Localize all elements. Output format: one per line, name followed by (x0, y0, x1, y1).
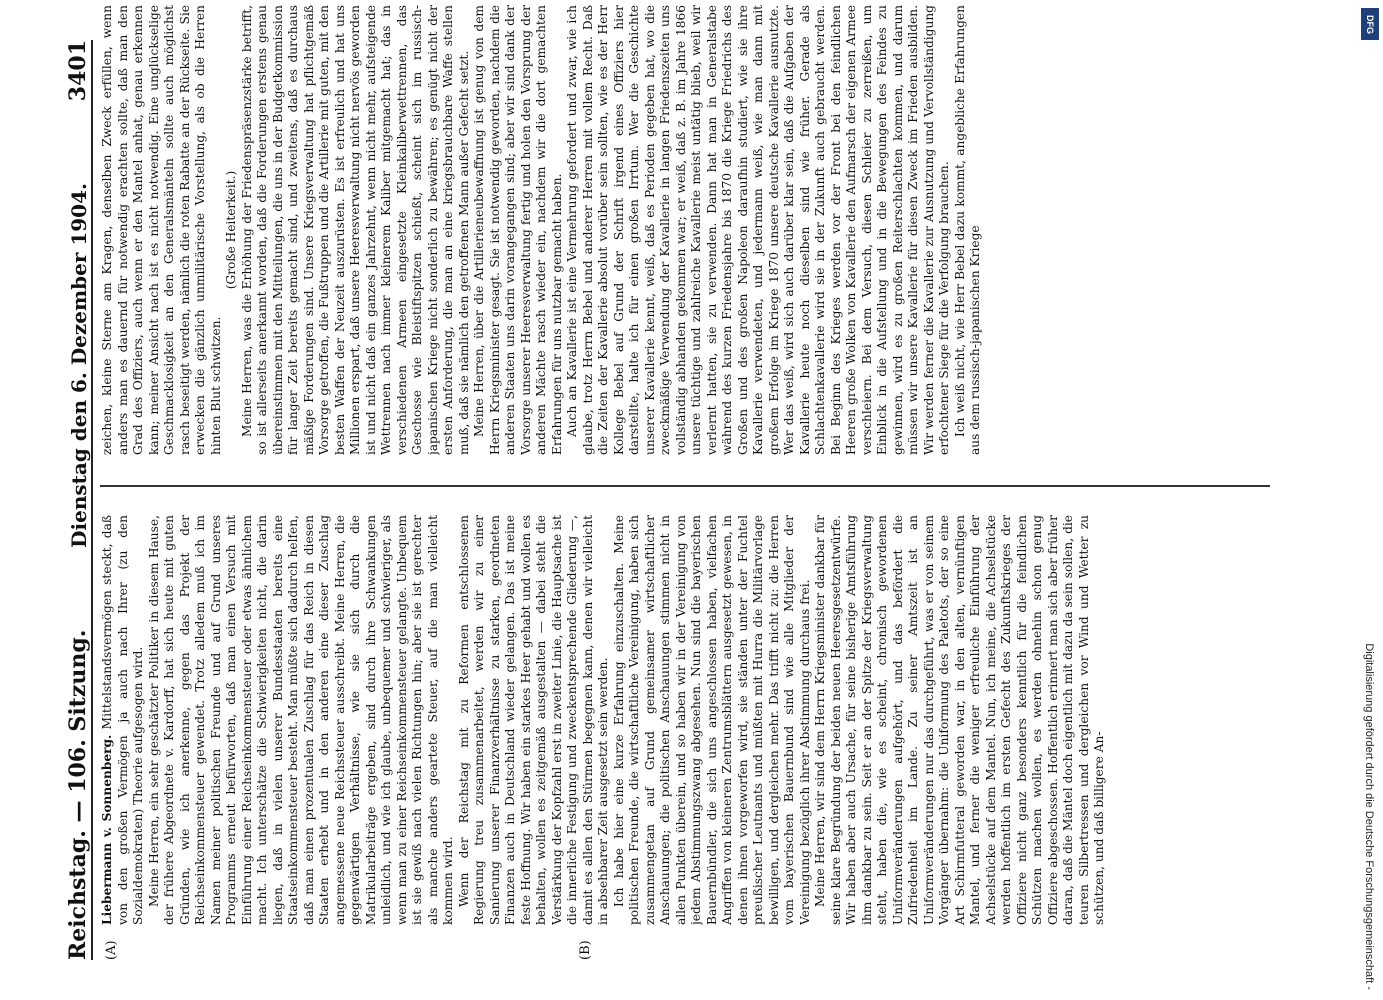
right-paragraph-5: Ich weiß nicht, wie Herr Bebel dazu kommt, angebliche Erfahrungen aus dem russisch-japanischen Kriege (952, 5, 982, 455)
page-header (55, 40, 93, 960)
left-paragraph-3: Ich habe hier eine kurze Erfahrung einzuschalten. Meine politischen Freunde, die wirtschaftliche Vereinigung, haben sich zusammengetan auf Grund gemeinsamer wirtschaftlicher Anschauungen; die politischen Anschauungen stimmen nicht in allen Punkten überein, und so haben wir in der Vereinigung von jedem Abstimmungszwang abgesehen. Nun sind die bayerischen Bauernbündler, die sich uns angeschlossen haben, vielfachen Angriffen von kleineren Zentrumsblättern ausgesetzt gewesen, in denen ihnen vorgeworfen wird, sie ständen unter der Fuchtel preußischer Leutnants und müßten mit Hurra die Militärvorlage bewilligen, und dergleichen mehr. Das trifft nicht zu: die Herren vom bayerischen Bauernbund sind wie alle Mitglieder der Vereinigung bezüglich ihrer Abstimmung durchaus frei. (611, 515, 812, 925)
header-left: Reichstag. — 106. Sitzung. (65, 629, 91, 960)
right-paragraph-2: Meine Herren, was die Erhöhung der Friedenspräsenzstärke betrifft, so ist allerseits anerkannt worden, daß die Forderungen erstens genau übereinstimmen mit den Mitteilungen, die uns in der Budgetkommission für langer Zeit bereits gemacht sind, und zweitens, daß es durchaus mäßige Forderungen sind. Unsere Kriegsverwaltung hat pflichtgemäß Vorsorge getroffen, die Fußtruppen und die Artillerie mit guten, mit den besten Waffen der Neuzeit auszurüsten. Es ist erfreulich und hat uns Millionen erspart, daß unsere Heeresverwaltung nicht nervös geworden ist und nicht daß ein ganzes Jahrzehnt, wenn nicht mehr, aufsteigende Wettrennen nach immer kleinerem Kaliber mitgemacht hat; das in verschiedenen Armeen eingesetzte Kleinkaliberwettrennen, das Geschosse wie Bleistiftspitzen schießt, scheint sich im russisch-japanischen Kriege nicht sonderlich zu bewähren; es genügt nicht der ersten Anforderung, die man an eine kriegsbrauchbare Waffe stellen muß, daß sie nämlich den getroffenen Mann außer Gefecht setzt. (239, 5, 471, 455)
margin-marker-a: (A) (104, 940, 119, 960)
left-paragraph-0: Mittelstandsvermögen steckt, daß von den großen Vermögen ja auch nach Ihrer (zu den Sozialdemokraten) Theorie aufgesogen wird. (100, 515, 145, 925)
header-date: Dienstag den 6. Dezember 1904. (67, 183, 91, 548)
credit-text: Digitalisierung gefördert durch die Deutsche Forschungsgemeinschaft - (1363, 643, 1375, 990)
right-paragraph-3: Meine Herren, über die Artillerieneubewaffnung ist genug von dem Herrn Kriegsminister gesagt. Sie ist notwendig geworden, nachdem die anderen Staaten uns darin vorangegangen sind; aber wir sind dank der Vorsorge unserer Heeresverwaltung fertig und holen den Vorsprung der anderen Mächte rasch wieder ein, nachdem wir die dort gemachten Erfahrungen für uns nutzbar gemacht haben. (472, 5, 564, 455)
speaker-name: Liebermann v. Sonnenberg. (100, 734, 114, 925)
dfg-logo: DFG (1361, 8, 1379, 40)
right-paragraph-0: zeichen, kleine Sterne am Kragen, denselben Zweck erfüllen, wenn anders man es dauernd für notwendig erachten sollte, daß man den Grad des Offiziers, auch wenn er den Mantel anhat, genau erkennen kann; meiner Ansicht nach ist es nicht notwendig. Eine unglückselige Geschmacklosigkeit an den Generalsmänteln sollte auch möglichst rasch beseitigt werden, nämlich die roten Rabatte an der Rückseite. Sie erwecken die gänzlich unmilitärische Vorstellung, als ob die Herren hinten Blut schwitzen. (100, 5, 223, 455)
digitization-credit (1361, 10, 1377, 990)
margin-marker-b: (B) (578, 940, 593, 960)
right-paragraph-4: Auch an Kavallerie ist eine Vermehrung gefordert und zwar, wie ich glaube, trotz Herrn Bebel und anderer Herren mit vollem Recht. Daß die Zeiten der Kavallerie absolut vorüber sein sollten, wie es der Herr Kollege Bebel auf Grund der Schrift irgend eines Offiziers hier darstellte, halte ich für einen großen Irrtum. Wer die Geschichte unserer Kavallerie kennt, weiß, daß es Perioden gegeben hat, wo die zweckmäßige Verwendung der Kavallerie in langen Friedenszeiten uns vollständig abhanden gekommen war; er weiß, daß z. B. im Jahre 1866 unsere tüchtige und zahlreiche Kavallerie meist untätig blieb, weil wir verlernt hatten, sie zu verwenden. Dann hat man in Generalstabe während des kurzen Friedensjahre bis 1870 die Kriege Friedrichs des Großen und des großen Napoleon daraufhin studiert, wie sie ihre Kavallerie verwendeten, und jedermann weiß, wie man dann mit großem Erfolge im Kriege 1870 unsere deutsche Kavallerie ausnutzte. Wer das weiß, wird sich auch darüber klar sein, daß die Aufgaben der Kavallerie heute noch dieselben sind wie früher. Gerade als Schlachtenkavallerie wird sie in der Zukunft auch gebraucht werden. Bei Beginn des Krieges werden vor der Front bei den feindlichen Heeren große Wolken von Kavallerie den Aufmarsch der eigenen Armee verschleiern. Bei dem Versuch, diesen Schleier zu zerreißen, um Einblick in die Aufstellung und in die Bewegungen des Feindes zu gewinnen, wird es zu großen Reiterschlachten kommen, und darum müssen wir unsere Kavallerie für diesen Zweck im Frieden ausbilden. Wir werden ferner die Kavallerie zur Ausnutzung und Vervollständigung erfochtener Siege für die Verfolgung brauchen. (565, 5, 951, 455)
column-divider (100, 486, 1270, 488)
left-paragraph-4: Meine Herren, wir sind dem Herrn Kriegsminister dankbar für seine klare Begründung der beiden neuen Heeresgesetzentwürfe. Wir haben aber auch Ursache, für seine bisherige Amtsführung ihm dankbar zu sein. Seit er an der Spitze der Kriegsverwaltung steht, haben die, wie es scheint, chronisch gewordenen Uniformveränderungen aufgehört, und das befördert die Zufriedenheit im Lande. Zu seiner Amtszeit ist an Uniformveränderungen nur das durchgeführt, was er von seinem Vorgänger übernahm: die Uniformung des Paletots, der so eine Art Schirmfutteral geworden war, in den alten, vernünftigen Mantel, und ferner die weniger erfreuliche Einführung der Achselstücke auf dem Mantel. Nun, ich meine, die Achselstücke werden hoffentlich im ersten Gefecht des Zukunftskrieges der Offiziere nicht ganz besonders kenntlich für die feindlichen Schützen machen wollen, es werden ohnehin schon genug Offiziere abgeschossen. Hoffentlich erinnert man sich aber früher daran, daß die Mäntel doch eigentlich mit dazu da sein sollen, die teuren Silbertressen und dergleichen vor Wind und Wetter zu schützen, und daß billigere An- (813, 515, 1106, 925)
interjection: (Große Heiterkeit.) (224, 170, 238, 290)
left-paragraph-1: Meine Herren, ein sehr geschätzter Politiker in diesem Hause, der frühere Abgeordnete v. Kardorff, hat sich heute mit guten Gründen, wie ich anerkenne, gegen das Projekt der Reichseinkommensteuer gewendet. Trotz alledem muß ich im Namen meiner politischen Freunde und auf Grund unseres Programms erneut befürworten, daß man einen Versuch mit Einführung einer Reichseinkommensteuer oder etwas ähnlichem macht. Ich unterschätze die Schwierigkeiten nicht, die darin liegen, daß in vielen unserer Bundesstaaten bereits eine Staatseinkommensteuer besteht. Man müßte sich dadurch helfen, daß man einen prozentualen Zuschlag für das Reich in diesen Staaten erhebt und in den anderen eine dieser Zuschlag angemessene neue Reichssteuer ausschreibt. Meine Herren, die gegenwärtigen Verhältnisse, wie sie sich durch die Matrikularbeiträge ergeben, sind durch ihre Schwankungen unleidlich, und wie ich glaube, unbequemer und schwieriger, als wenn man zu einer Reichseinkommensteuer gelangte. Unbequem ist sie gewiß nach vielen Richtungen hin; aber sie ist gerechter als manche anders geartete Steuer, auf die man vielleicht kommen wird. (146, 515, 455, 925)
speaker-line (100, 515, 147, 925)
right-column (100, 5, 1270, 455)
left-column (100, 515, 1270, 925)
page-number: 3401 (65, 40, 91, 102)
left-paragraph-2: Wenn der Reichstag mit zu Reformen entschlossenen Regierung treu zusammenarbeitet, werden wir zu einer Sanierung unserer Finanzverhältnisse zu starken, geordneten Finanzen auch in Deutschland wieder gelangen. Das ist meine feste Hoffnung. Wir haben ein starkes Heer gehabt und wollen es behalten, wollen es zeitgemäß ausgestalten — dabei steht die Verstärkung der Kopfzahl erst in zweiter Linie, die Hauptsache ist die innerliche Festigung und zweckentsprechende Gliederung —, damit es allen den Stürmen begegnen kann, denen wir vielleicht in absehbarer Zeit ausgesetzt sein werden. (456, 515, 610, 925)
